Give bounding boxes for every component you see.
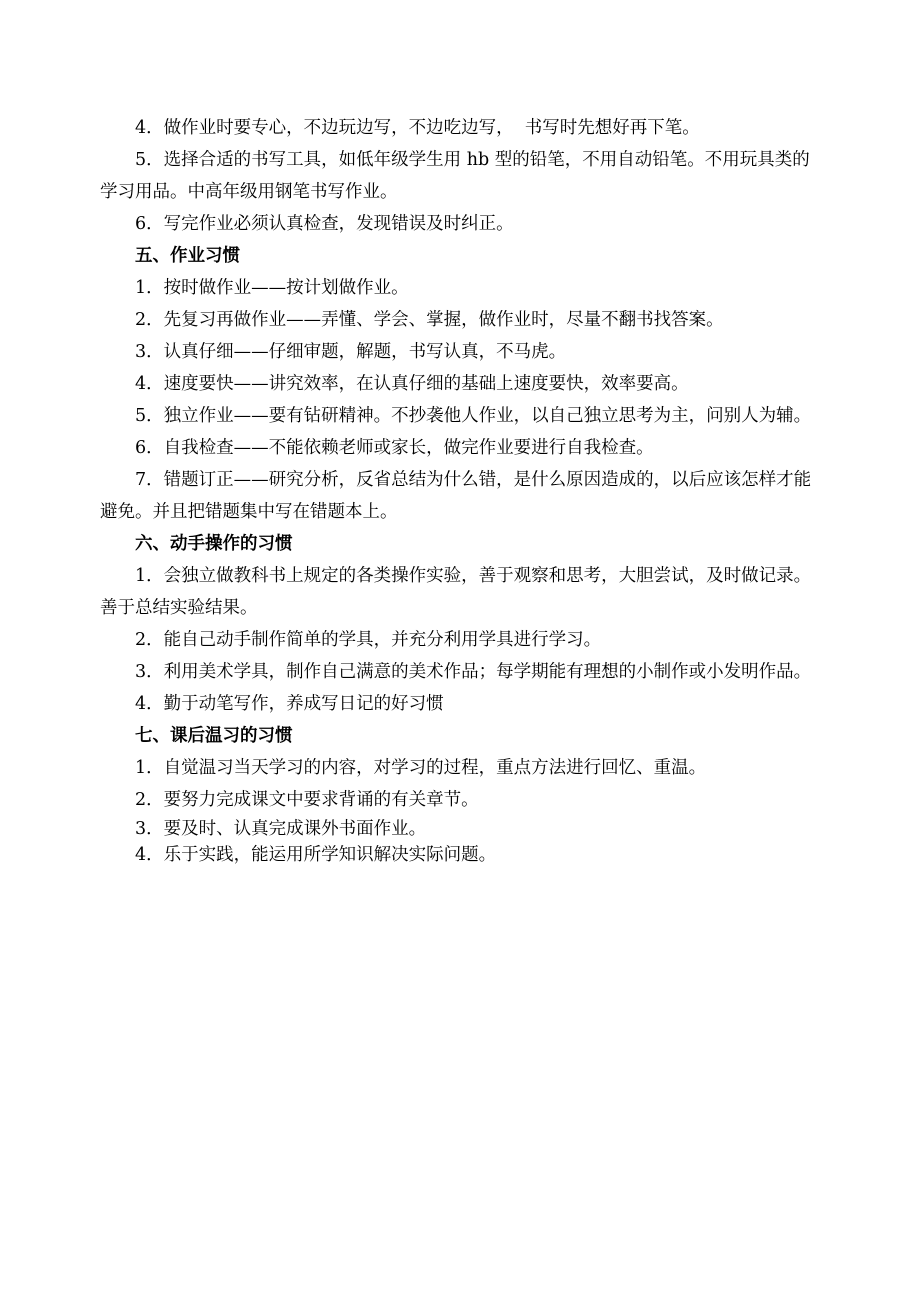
list-item: 4．勤于动笔写作，养成写日记的好习惯: [135, 694, 444, 714]
list-item: 5．独立作业——要有钻研精神。不抄袭他人作业，以自己独立思考为主，问别人为辅。: [135, 406, 812, 426]
list-item: 6．自我检查——不能依赖老师或家长，做完作业要进行自我检查。: [135, 438, 654, 458]
document-page: [100, 112, 825, 868]
section-heading-homework: 五、作业习惯: [135, 246, 240, 266]
list-item: 5．选择合适的书写工具，如低年级学生用 hb 型的铅笔，不用自动铅笔。不用玩具类的学习用品。中高年级用钢笔书写作业。: [100, 150, 810, 202]
list-item: 4．乐于实践，能运用所学知识解决实际问题。: [135, 845, 497, 865]
list-item: 1．会独立做教科书上规定的各类操作实验，善于观察和思考，大胆尝试，及时做记录。善于总结实验结果。: [100, 566, 812, 618]
list-item: 3．认真仔细——仔细审题，解题，书写认真，不马虎。: [135, 342, 567, 362]
section-heading-review: 七、课后温习的习惯: [135, 726, 293, 746]
list-item: 6．写完作业必须认真检查，发现错误及时纠正。: [135, 214, 514, 234]
list-item: 3．利用美术学具，制作自己满意的美术作品；每学期能有理想的小制作或小发明作品。: [135, 662, 812, 682]
list-item: 2．要努力完成课文中要求背诵的有关章节。: [135, 790, 479, 810]
list-item: 2．能自己动手制作简单的学具，并充分利用学具进行学习。: [135, 630, 602, 650]
list-item: 2．先复习再做作业——弄懂、学会、掌握，做作业时，尽量不翻书找答案。: [135, 310, 724, 330]
list-item: 1．按时做作业——按计划做作业。: [135, 278, 409, 298]
list-item: 4．速度要快——讲究效率，在认真仔细的基础上速度要快，效率要高。: [135, 374, 689, 394]
list-item: 3．要及时、认真完成课外书面作业。: [135, 819, 427, 839]
list-item: 1．自觉温习当天学习的内容，对学习的过程，重点方法进行回忆、重温。: [135, 758, 707, 778]
list-item: 7．错题订正——研究分析，反省总结为什么错，是什么原因造成的，以后应该怎样才能避免。并且把错题集中写在错题本上。: [100, 470, 812, 522]
section-heading-hands-on: 六、动手操作的习惯: [135, 534, 293, 554]
list-item: 4．做作业时要专心，不边玩边写，不边吃边写， 书写时先想好再下笔。: [135, 118, 700, 138]
